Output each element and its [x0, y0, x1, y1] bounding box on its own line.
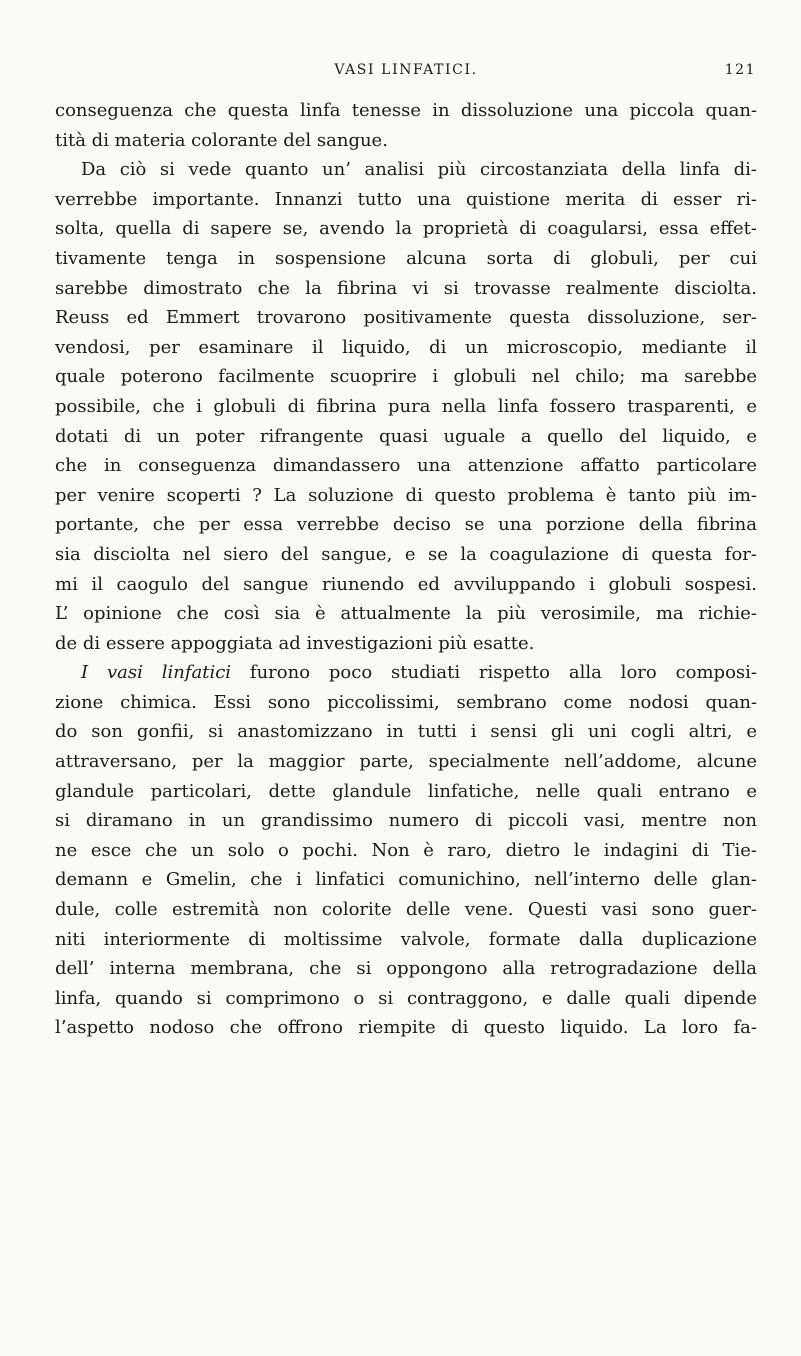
text-line: tità di materia colorante del sangue. [55, 129, 388, 151]
text-line: per venire scoperti ? La soluzione di questo problema è tanto più im- [55, 484, 757, 506]
text-line: mi il caogulo del sangue riunendo ed avviluppando i globuli sospesi. [55, 573, 757, 595]
paragraph-start-line: Da ciò si vede quanto un’ analisi più circostanziata della linfa di- [81, 159, 757, 181]
text-line: l’aspetto nodoso che offrono riempite di questo liquido. La loro fa- [55, 1017, 757, 1039]
text-line: dule, colle estremità non colorite delle vene. Questi vasi sono guer- [55, 899, 757, 921]
text-line: do son gonfii, si anastomizzano in tutti i sensi gli uni cogli altri, e [55, 721, 757, 743]
text-line: possibile, che i globuli di fibrina pura nella linfa fossero trasparenti, e [55, 395, 757, 417]
text-line: conseguenza che questa linfa tenesse in dissoluzione una piccola quan- [55, 100, 757, 121]
text-line: sia disciolta nel siero del sangue, e se la coagulazione di questa for- [55, 543, 757, 565]
running-header [56, 62, 756, 86]
body-text [55, 96, 757, 1043]
text-line: portante, che per essa verrebbe deciso se una porzione della fibrina [55, 514, 757, 536]
italic-heading: I vasi linfatici [81, 662, 232, 684]
text-line: solta, quella di sapere se, avendo la proprietà di coagularsi, essa effet- [55, 218, 757, 240]
text-line: ne esce che un solo o pochi. Non è raro, dietro le indagini di Tie- [55, 839, 757, 861]
text-line: glandule particolari, dette glandule linfatiche, nelle quali entrano e [55, 780, 757, 802]
text-line-remainder: furono poco studiati rispetto alla loro composi- [249, 662, 757, 684]
text-line: L’ opinione che così sia è attualmente la più verosimile, ma richie- [55, 603, 757, 625]
text-line: demann e Gmelin, che i linfatici comunichino, nell’interno delle glan- [55, 869, 757, 891]
text-line: Reuss ed Emmert trovarono positivamente questa dissoluzione, ser- [55, 307, 757, 329]
running-title: VASI LINFATICI. [334, 62, 478, 78]
page-number: 121 [724, 62, 756, 78]
text-line: tivamente tenga in sospensione alcuna sorta di globuli, per cui [55, 247, 757, 269]
text-line: niti interiormente di moltissime valvole, formate dalla duplicazione [55, 928, 757, 950]
text-line: linfa, quando si comprimono o si contraggono, e dalle quali dipende [55, 987, 757, 1009]
text-line: zione chimica. Essi sono piccolissimi, sembrano come nodosi quan- [55, 691, 757, 713]
paragraph-start-line [55, 658, 757, 688]
text-line: quale poterono facilmente scuoprire i globuli nel chilo; ma sarebbe [55, 366, 757, 388]
text-line: sarebbe dimostrato che la fibrina vi si trovasse realmente disciolta. [55, 277, 757, 299]
text-line: che in conseguenza dimandassero una attenzione affatto particolare [55, 455, 757, 477]
text-line: dell’ interna membrana, che si oppongono alla retrogradazione della [55, 958, 757, 980]
text-line: verrebbe importante. Innanzi tutto una quistione merita di esser ri- [55, 188, 757, 210]
text-line: attraversano, per la maggior parte, specialmente nell’addome, alcune [55, 751, 757, 773]
text-line: dotati di un poter rifrangente quasi uguale a quello del liquido, e [55, 425, 757, 447]
text-line: si diramano in un grandissimo numero di piccoli vasi, mentre non [55, 810, 757, 832]
text-line: vendosi, per esaminare il liquido, di un microscopio, mediante il [55, 336, 757, 358]
text-line: de di essere appoggiata ad investigazioni più esatte. [55, 632, 535, 654]
